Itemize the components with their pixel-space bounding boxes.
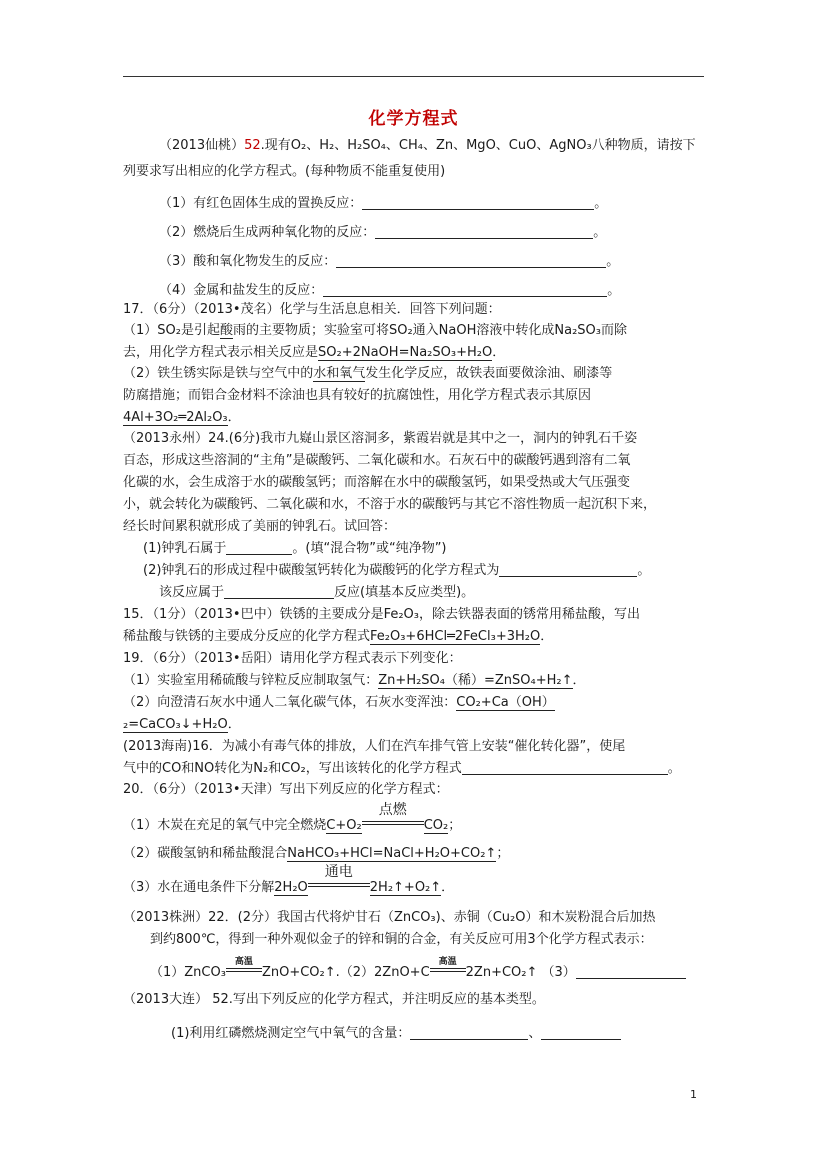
q17-l1-text2: 雨的主要物质；实验室可将SO₂通入NaOH溶液中转化成Na₂SO₃而除 <box>232 323 627 338</box>
q24-part3 <box>159 584 474 602</box>
q1-item2-label: （2）燃烧后生成两种氧化物的反应： <box>159 225 376 240</box>
q19-line1 <box>123 672 586 690</box>
q24-p2-end: 。 <box>637 563 651 578</box>
q1-item1-label: （1）有红色固体生成的置换反应： <box>159 196 363 211</box>
q1-item1-blank[interactable] <box>362 195 594 210</box>
q17-answer-4: 4Al+3O₂═2Al₂O₃ <box>123 410 228 425</box>
page-title: 化学方程式 <box>368 109 459 129</box>
q1-item2 <box>159 224 606 242</box>
q1-item1 <box>159 195 607 213</box>
q22-line2: 到约800℃，得到一种外观似金子的锌和铜的合金，有关反应可用3个化学方程式表示： <box>150 932 653 947</box>
q19-answer-2a: CO₂+Ca（OH） <box>456 695 555 710</box>
q22-eq3-blank[interactable] <box>576 964 686 979</box>
equal-bar-top <box>430 968 466 969</box>
q16-l2-text: 气中的CO和NO转化为N₂和CO₂，写出该转化的化学方程式 <box>123 761 462 776</box>
q17-l2-text: 去，用化学方程式表示相关反应是 <box>123 345 319 360</box>
q1-item2-blank[interactable] <box>375 224 593 239</box>
q16-line2 <box>123 760 681 778</box>
q15-l2-text: 稀盐酸与铁锈的主要成分反应的化学方程式 <box>123 629 371 644</box>
q20-l3-end: ． <box>441 880 455 895</box>
equal-bar-top <box>362 821 424 822</box>
q52-p1-blank-equation[interactable] <box>410 1025 528 1040</box>
q22-line1: （2013株洲）22．(2分）我国古代将炉甘石（ZnCO₃)、赤铜（Cu₂O）和木炭粉混合后加热 <box>123 910 656 925</box>
q19-answer-1: Zn+H₂SO₄（稀）=ZnSO₄+H₂↑ <box>378 673 573 688</box>
equal-bar-bottom <box>308 886 370 887</box>
q19-l2-text: （2）向澄清石灰水中通人二氧化碳气体，石灰水变浑浊： <box>123 695 457 710</box>
q24-line4: 小，就会转化为碳酸钙、二氧化碳和水，不溶于水的碳酸钙与其它不溶性物质一起沉积下来， <box>123 497 657 512</box>
q20-answer-3a: 2H₂O <box>274 880 308 895</box>
q24-p1-hint: 。(填“混合物”或“纯净物”) <box>292 541 447 556</box>
q15-line1: 15．（1分）（2013•巴中）铁锈的主要成分是Fe₂O₃，除去铁器表面的锈常用稀盐酸，写出 <box>123 607 640 622</box>
q1-item4 <box>159 282 620 300</box>
q19-l3-end: ． <box>227 717 241 732</box>
q15-line2 <box>123 628 553 646</box>
q1-item1-end: 。 <box>594 196 608 211</box>
q20-line1 <box>123 802 462 835</box>
reaction-condition-arrow <box>308 864 370 894</box>
q17-answer-1: 酸 <box>219 323 233 338</box>
q19-l1-text: （1）实验室用稀硫酸与锌粒反应制取氢气： <box>123 673 379 688</box>
q17-line1 <box>123 322 627 340</box>
q24-p2-label: (2)钟乳石的形成过程中碳酸氢钙转化为碳酸钙的化学方程式为 <box>143 563 500 578</box>
header-rule <box>123 76 704 77</box>
equal-bar-bottom <box>430 971 466 972</box>
q20-l1-end: ； <box>448 818 462 833</box>
q17-l5-end: ． <box>227 410 241 425</box>
q52-p1-label: (1)利用红磷燃烧测定空气中氧气的含量： <box>171 1026 411 1041</box>
q16-blank[interactable] <box>462 760 668 775</box>
q20-line2 <box>123 845 509 863</box>
condition-label: 点燃 <box>378 802 407 818</box>
q17-line4: 防腐措施；而铝合金材料不涂油也具有较好的抗腐蚀性，用化学方程式表示其原因 <box>123 388 592 403</box>
q24-line3: 化碳的水，会生成溶于水的碳酸氢钙；而溶解在水中的碳酸氢钙，如果受热或大气压强变 <box>123 475 631 490</box>
page-number: 1 <box>690 1088 697 1101</box>
q24-part2 <box>143 562 650 580</box>
q17-answer-2: SO₂+2NaOH=Na₂SO₃+H₂O <box>318 345 493 360</box>
q20-l2-text: （2）碳酸氢钠和稀盐酸混合 <box>123 846 288 861</box>
q22-eq2-product: 2Zn+CO₂↑ （3） <box>465 965 576 980</box>
q24-p3-label: 该反应属于 <box>159 585 225 600</box>
q20-answer-3b: 2H₂↑+O₂↑ <box>369 880 442 895</box>
q20-answer-2: NaHCO₃+HCl=NaCl+H₂O+CO₂↑ <box>287 846 497 861</box>
q24-part1 <box>143 540 447 558</box>
q24-p2-blank[interactable] <box>499 562 637 577</box>
q1-text: .现有O₂、H₂、H₂SO₄、CH₄、Zn、MgO、CuO、AgNO₃八种物质，请按下 <box>260 138 696 153</box>
q17-answer-3: 水和氧气 <box>313 366 366 381</box>
q19-line2 <box>123 694 555 712</box>
q20-l2-end: ； <box>496 846 510 861</box>
q16-line1: (2013海南)16．为减小有毒气体的排放，人们在汽车排气管上安装“催化转化器”，使尾 <box>123 739 626 754</box>
q1-item3 <box>159 253 619 271</box>
q17-l1-text: （1）SO₂是引起 <box>123 323 220 338</box>
q1-item3-blank[interactable] <box>336 253 606 268</box>
q24-line2: 百态，形成这些溶洞的“主角”是碳酸钙、二氧化碳和水。石灰石中的碳酸钙遇到溶有二氧 <box>123 453 631 468</box>
q20-head: 20．（6分）（2013•天津）写出下列反应的化学方程式： <box>123 782 449 797</box>
q16-l2-end: 。 <box>667 761 681 776</box>
q20-l3-text: （3）水在通电条件下分解 <box>123 880 275 895</box>
q52-p1-sep: 、 <box>528 1026 542 1041</box>
reaction-condition-arrow <box>430 957 466 979</box>
q17-l3-text2: 发生化学反应，故铁表面要傚涂油、刷漆等 <box>365 366 613 381</box>
q17-l3-text: （2）铁生锈实际是铁与空气中的 <box>123 366 314 381</box>
q17-l2-end: ． <box>492 345 506 360</box>
q1-line1 <box>159 137 696 155</box>
q17-line5 <box>123 409 241 427</box>
q22-equations <box>150 957 686 982</box>
q19-answer-2b: ₂=CaCO₃↓+H₂O <box>123 717 228 732</box>
q20-l1-text: （1）木炭在充足的氧气中完全燃烧 <box>123 818 327 833</box>
q19-line3 <box>123 716 241 734</box>
reaction-condition-arrow <box>226 957 262 979</box>
q19-l1-end: ． <box>572 673 586 688</box>
q17-head: 17．（6分）（2013•茂名）化学与生活息息相关．回答下列问题： <box>123 302 501 317</box>
q24-p1-label: (1)钟乳石属于 <box>143 541 227 556</box>
q1-item3-label: （3）酸和氧化物发生的反应： <box>159 254 337 269</box>
q15-answer: Fe₂O₃+6HCl═2FeCl₃+3H₂O <box>370 629 541 644</box>
q52-p1-blank-type[interactable] <box>541 1025 621 1040</box>
q1-item4-label: （4）金属和盐发生的反应： <box>159 283 324 298</box>
q1-line2: 列要求写出相应的化学方程式。(每种物质不能重复使用) <box>123 164 446 179</box>
q24-p3-hint: 反应(填基本反应类型)。 <box>334 585 475 600</box>
q22-eq1-reactant: （1）ZnCO₃ <box>150 965 226 980</box>
equal-bar-bottom <box>226 971 262 972</box>
q52-part1 <box>171 1025 621 1043</box>
condition-label: 高温 <box>438 957 457 967</box>
q1-source: （2013仙桃） <box>159 138 245 153</box>
equal-bar-top <box>226 968 262 969</box>
q20-answer-1a: C+O₂ <box>326 818 362 833</box>
q1-item4-blank[interactable] <box>323 282 607 297</box>
q1-number: 52 <box>244 138 261 153</box>
condition-label: 高温 <box>234 957 253 967</box>
q15-l2-end: ． <box>540 629 554 644</box>
q24-line5: 经长时间累积就形成了美丽的钟乳石。试回答： <box>123 519 397 534</box>
q17-line2 <box>123 344 505 362</box>
reaction-condition-arrow <box>362 802 424 832</box>
q24-line1: （2013永州）24.(6分)我市九嶷山景区溶洞多，紫霞岩就是其中之一，洞内的钟乳石千姿 <box>123 431 638 446</box>
q1-item3-end: 。 <box>606 254 620 269</box>
q17-line3 <box>123 365 612 383</box>
equal-bar-top <box>308 883 370 884</box>
q1-item2-end: 。 <box>593 225 607 240</box>
q20-line3 <box>123 864 455 897</box>
q22-eq1-product: ZnO+CO₂↑.（2）2ZnO+C <box>261 965 430 980</box>
condition-label: 通电 <box>324 864 353 880</box>
q52-head: （2013大连） 52.写出下列反应的化学方程式，并注明反应的基本类型。 <box>123 992 545 1007</box>
q1-item4-end: 。 <box>607 283 621 298</box>
q24-p1-blank[interactable] <box>226 540 292 555</box>
equal-bar-bottom <box>362 824 424 825</box>
q24-p3-blank[interactable] <box>224 584 334 599</box>
q19-head: 19．（6分）（2013•岳阳）请用化学方程式表示下列变化： <box>123 651 462 666</box>
q20-answer-1b: CO₂ <box>423 818 449 833</box>
